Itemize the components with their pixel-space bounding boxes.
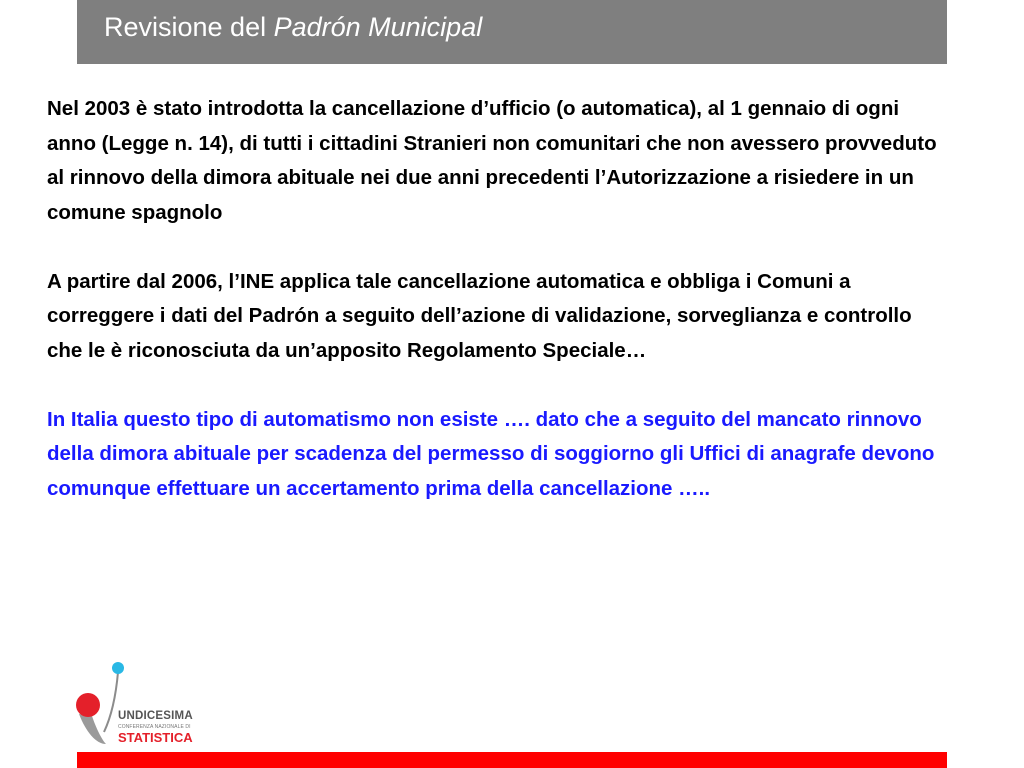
paragraph-spain-2003: Nel 2003 è stato introdotta la cancellazione d’ufficio (o automatica), al 1 gennaio di ogni anno (Legge n. 14), di tutti i cittadini Stranieri non comunitari che non avessero provveduto al rinnovo della dimora abituale nei due anni precedenti l’Autorizzazione a risiedere in un comune spagnolo [47,97,937,224]
slide-title-prefix: Revisione del [104,12,274,42]
slide-body [47,92,952,541]
logo-line-3: STATISTICA [118,730,193,745]
paragraph-italy: In Italia questo tipo di automatismo non esiste …. dato che a seguito del mancato rinnovo della dimora abituale per scadenza del permesso di soggiorno gli Uffici di anagrafe devono comunque effettuare un accertamento prima della cancellazione ….. [47,407,935,500]
title-bar [77,0,947,64]
footer-bar [77,752,947,768]
logo-line-1: UNDICESIMA [118,710,193,722]
paragraph-ine-2006: A partire dal 2006, l’INE applica tale cancellazione automatica e obbliga i Comuni a correggere i dati del Padrón a seguito dell’azione di validazione, sorveglianza e controllo che le è riconosciuta da un’apposito Regolamento Speciale… [47,269,912,362]
slide-title-italic: Padrón Municipal [273,12,483,42]
logo-line-2: CONFERENZA NAZIONALE DI [118,724,191,730]
slide-title [104,10,482,44]
conference-logo [72,660,207,746]
